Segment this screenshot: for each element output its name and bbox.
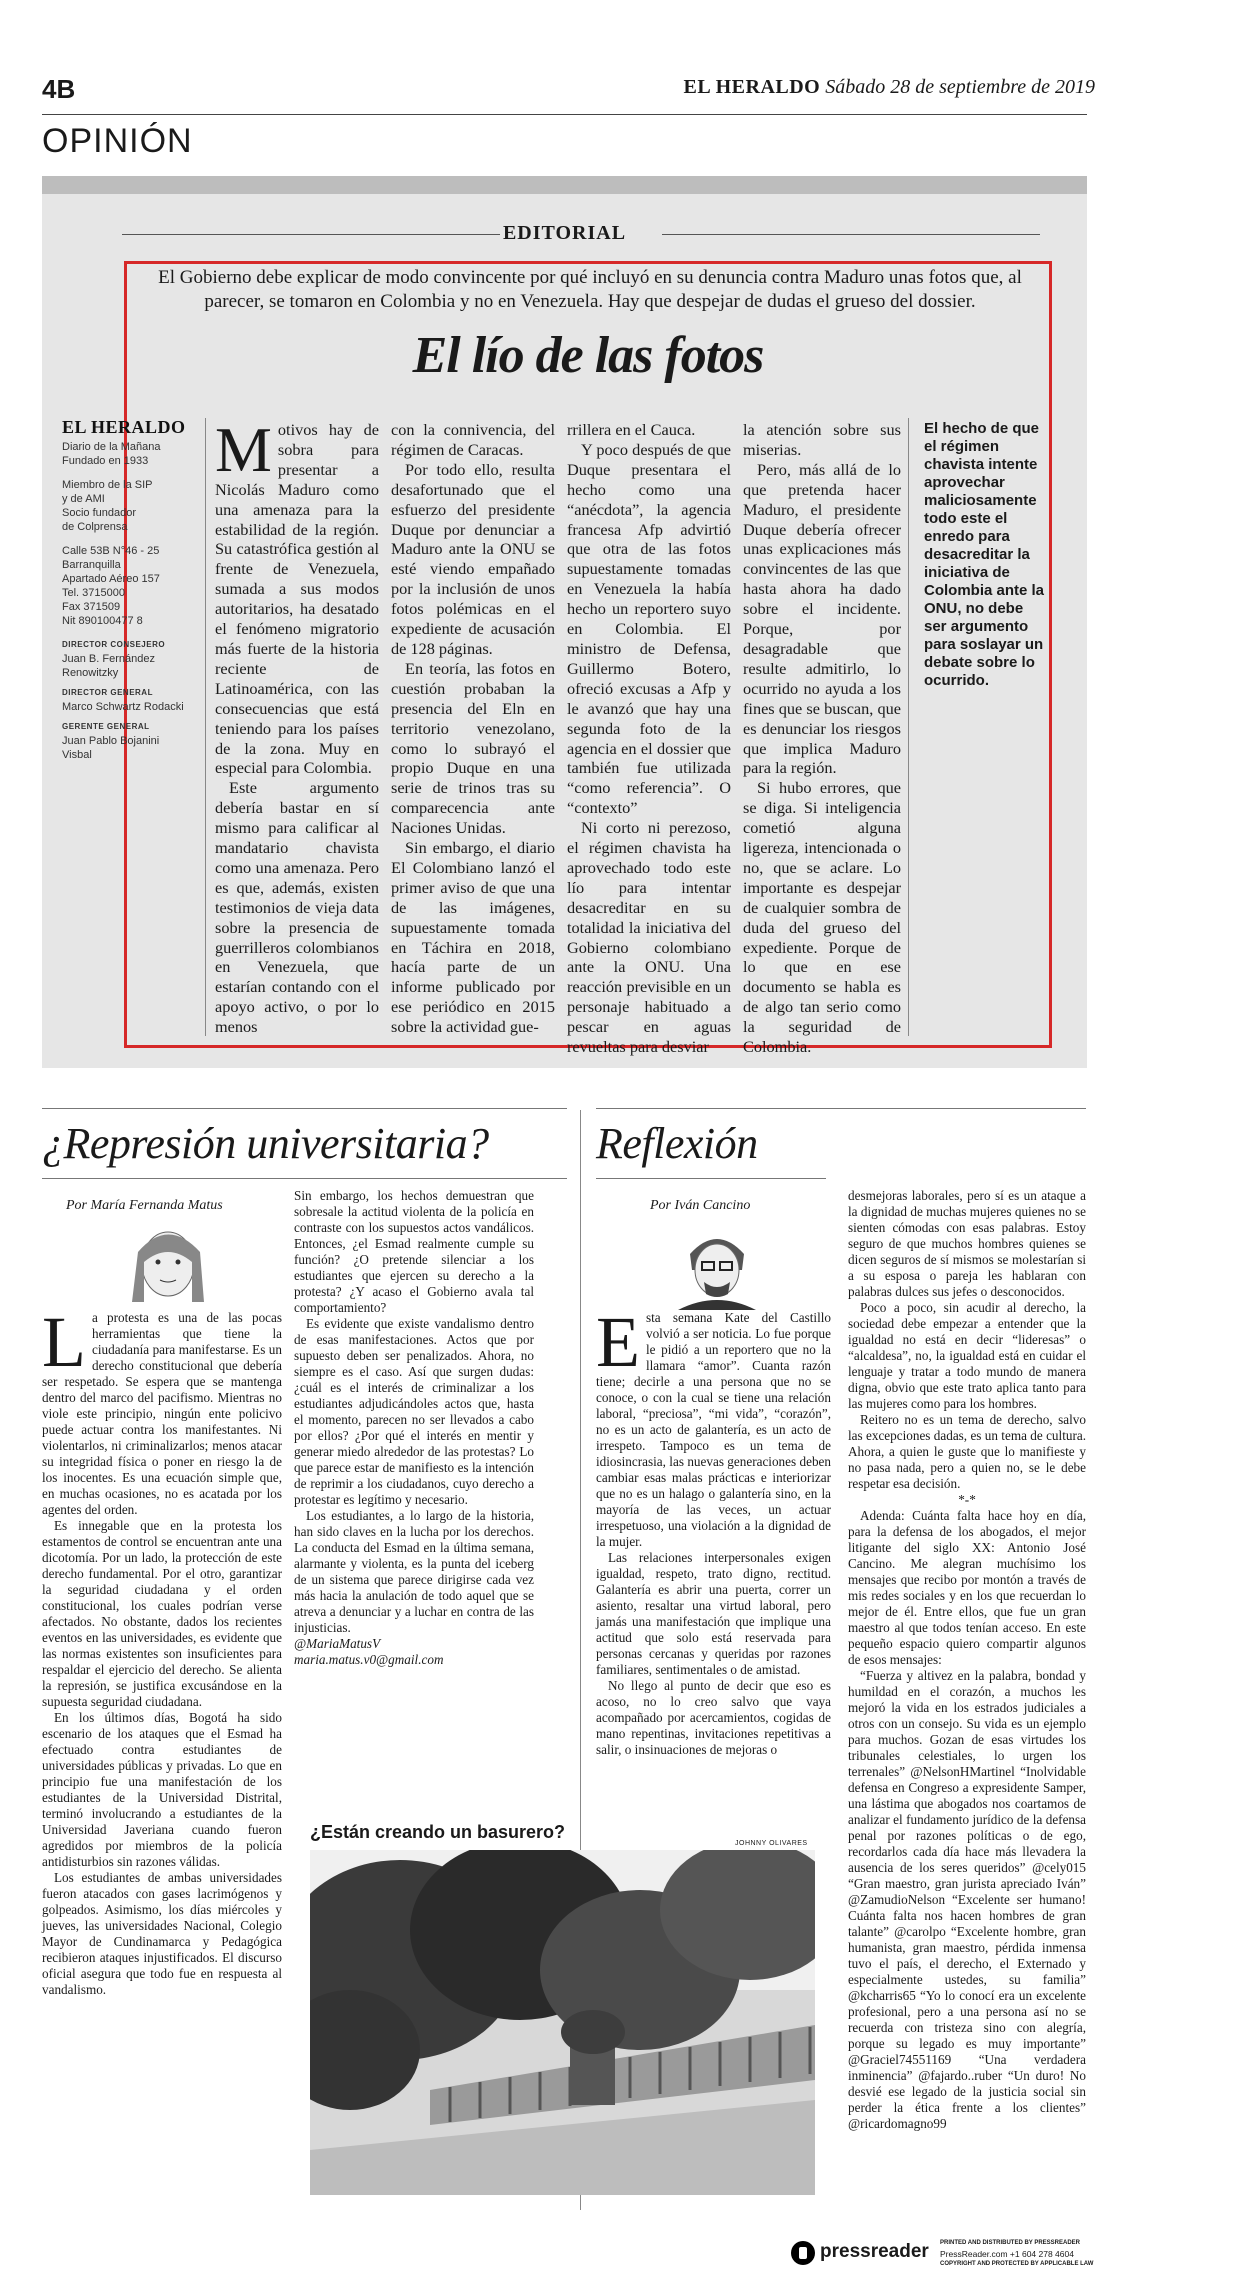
dropcap: E: [596, 1302, 640, 1382]
section-bar: [42, 176, 1087, 194]
editorial-column-3: [567, 420, 731, 1057]
staff-address: Calle 53B N°46 - 25: [62, 545, 160, 557]
author-email: maria.matus.v0@gmail.com: [294, 1652, 444, 1667]
pressreader-badge: [790, 2238, 1094, 2274]
paragraph: otivos hay de sobra para presentar a Nicolás Maduro como una amenaza para la estabilidad de la región. Su catastrófica gestión al frente de Venezuela, sumada a sus modos autoritarios, ha desatado el fenómeno migratorio más fuerte de la historia reciente de Latinoamérica, con las consecuencias que está teniendo para los países de la zona. Muy en especial para Colombia.: [215, 420, 379, 778]
staff-line: Miembro de la SIP: [62, 479, 153, 491]
staff-box: [62, 417, 192, 762]
paragraph: Este argumento debería bastar en sí mismo para calificar al mandatario chavista como una amenaza. Pero es que, además, existen testimonios de vieja data sobre la presencia de guerrilleros colombianos en Venezuela, que estarían contando con el apoyo activo, o por lo menos: [215, 778, 379, 1037]
footer-line: COPYRIGHT AND PROTECTED BY APPLICABLE LAW: [940, 2261, 1094, 2267]
photo-credit: JOHNNY OLIVARES: [735, 1840, 808, 1847]
photo-title: ¿Están creando un basurero?: [310, 1822, 566, 1842]
page-number: 4B: [42, 74, 76, 104]
editorial-label: EDITORIAL: [502, 222, 627, 244]
article-column: [848, 1188, 1086, 2132]
paper-logo: EL HERALDO: [62, 417, 186, 437]
author-portrait: [108, 1222, 228, 1302]
paragraph: a protesta es una de las pocas herramientas que tiene la ciudadanía para manifestarse. Es un derecho constitucional que debería ser respetado. Se espera que se mantenga dentro del marco del pacifismo. Mientras no viole este principio, ningún ente policivo puede actuar contra los manifestantes. Ni violentarlos, ni criminalizarlos; menos atacar su integridad física o poner en riesgo la de los inocentes. Es una ecuación simple que, en muchas ocasiones, no es acatada por los agentes del orden.: [42, 1310, 282, 1517]
footer-line: PressReader.com +1 604 278 4604: [940, 2249, 1074, 2259]
paragraph: con la connivencia, del régimen de Caracas.: [391, 420, 555, 459]
pressreader-brand: pressreader: [820, 2241, 929, 2262]
paper-name: EL HERALDO: [683, 76, 821, 98]
column-rule: [205, 418, 206, 1036]
staff-address: Tel. 3715000: [62, 587, 125, 599]
staff-name: Marco Schwartz Rodacki: [62, 701, 184, 713]
article-column: [42, 1302, 282, 1998]
paragraph: Adenda: Cuánta falta hace hoy en día, para la defensa de los abogados, el mejor litigante del siglo XX: Antonio José Cancino. Me alegran muchísimo los mensajes que recibo por montón a través de mis redes sociales y en los que recuerdan lo mejor de él. Entre ellos, que fue un gran maestro al que todos tenían acceso. En este pequeño espacio quiero compartir algunos de esos mensajes:: [848, 1508, 1086, 1667]
news-photo: [310, 1850, 815, 2195]
staff-address: Fax 371509: [62, 601, 121, 613]
paragraph: desmejoras laborales, pero sí es un ataque a la dignidad de muchas mujeres quienes no se sienten cómodas con esas palabras. Estoy seguro de que muchos hombres quienes se dicen seguros de sí mismos se molestarían si a su esposa o pareja les hablaran con palabras dulces sus jefes o desconocidos.: [848, 1188, 1086, 1299]
header-rule: [42, 114, 1087, 115]
paragraph: Los estudiantes, a lo largo de la historia, han sido claves en la lucha por los derechos. La conducta del Esmad en la última semana, alarmante y violenta, es la punta del iceberg de un sistema que parece dirigirse cada vez más hacia la anulación de todo aquel que se atreva a denunciar y a luchar en contra de las injusticias.: [294, 1508, 534, 1635]
paragraph: Las relaciones interpersonales exigen igualdad, respeto, trato digno, rectitud. Galantería es abrir una puerta, correr un asiento, resaltar una virtud laboral, pero jamás una manifestación que implique una actitud que solo está reservada para personas cercanas y queridas por razones familiares, sentimentales o de amistad.: [596, 1550, 831, 1677]
column-title: Reflexión: [596, 1119, 758, 1168]
section-rule: [42, 1178, 567, 1179]
paragraph: rrillera en el Cauca.: [567, 420, 696, 439]
paragraph: la atención sobre sus miserias.: [743, 420, 901, 459]
article-column: [294, 1188, 534, 1668]
paragraph: No llego al punto de decir que eso es acoso, no lo creo salvo que vaya acompañado por acercamientos, cogidas de mano repentinas, invitaciones repetitivas a salir, o insinuaciones de mejoras o: [596, 1678, 831, 1757]
paragraph: Sin embargo, el diario El Colombiano lanzó el primer aviso de que una de las imágenes, supuestamente tomada en Táchira en 2018, hacía parte de un informe publicado por ese periódico en 2015 sobre la actividad gue-: [391, 838, 555, 1037]
paragraph: Por todo ello, resulta desafortunado que el esfuerzo del presidente Duque por denunciar a Maduro ante la ONU se esté viendo empañado por la inclusión de unos fotos polémicas en el expediente de acusación de 128 páginas.: [391, 459, 555, 658]
byline: Por María Fernanda Matus: [66, 1198, 223, 1213]
editorial-headline: El lío de las fotos: [412, 327, 764, 384]
editorial-column-1: [215, 414, 379, 1037]
staff-address: Apartado Aéreo 157: [62, 573, 160, 585]
section-rule: [596, 1108, 1086, 1109]
paragraph: Ni corto ni perezoso, el régimen chavista ha aprovechado todo este lío para intentar desacreditar en su totalidad la iniciativa del Gobierno colombiano ante la ONU. Una reacción previsible en un personaje habituado a pescar en aguas revueltas para desviar: [567, 818, 731, 1057]
author-handle: @MariaMatusV: [294, 1636, 381, 1651]
staff-line: y de AMI: [62, 493, 105, 505]
issue-date: Sábado 28 de septiembre de 2019: [825, 76, 1095, 98]
paragraph: En los últimos días, Bogotá ha sido escenario de los ataques que el Esmad ha efectuado contra estudiantes de universidades públicas y privadas. Lo que en principio fue una manifestación de los estudiantes de la Universidad Distrital, terminó involucrando a estudiantes de la Universidad Javeriana cuando fueron agredidos por miembros de la policía antidisturbios sin razones válidas.: [42, 1710, 282, 1869]
staff-address: Nit 890100477 8: [62, 615, 143, 627]
staff-line: Diario de la Mañana: [62, 441, 161, 453]
staff-address: Barranquilla: [62, 559, 121, 571]
section-rule: [42, 1108, 567, 1109]
paragraph: Es innegable que en la protesta los estamentos de control se encuentran ante una dicotomía. Por un lado, la protección de este derecho fundamental. Por el otro, garantizar la seguridad ciudadana y el orden constitucional, los cuales podrían verse afectados. No obstante, dados los recientes eventos en las universidades, es evidente que las normas existentes son insuficientes para respaldar el ejercicio del derecho. Se alienta la represión, se justifica excusándose en la supuesta seguridad ciudadana.: [42, 1518, 282, 1709]
paragraph: Reitero no es un tema de derecho, salvo las excepciones dadas, es un tema de cultura. Ahora, a quien le guste que lo manifieste y no pasa nada, pero a quien no, se le debe respetar esa decisión.: [848, 1412, 1086, 1491]
paragraph: Es evidente que existe vandalismo dentro de esas manifestaciones. Actos que por supuesto deben ser penalizados. Ahora, no siempre es el caso. Así que surgen dudas: ¿cuál es el interés de criminalizar a los estudiantes adjudicándoles actos que, hasta el momento, parecen no ser llevados a cabo por ellos? ¿Por qué el interés en mentir y generar miedo alrededor de las protestas? Lo que parece estar de manifiesto es la intención de reprimir a los ciudadanos, cuyo derecho a protestar es legítimo y necesario.: [294, 1316, 534, 1507]
photo-scene: [310, 1850, 815, 2195]
section-rule: [596, 1178, 826, 1179]
column-title: ¿Represión universitaria?: [42, 1119, 489, 1168]
separator: *-*: [958, 1492, 976, 1507]
pull-quote: El hecho de que el régimen chavista intente aprovechar maliciosamente todo este el enredo para desacreditar la iniciativa de Colombia ante la ONU, no debe ser argumento para soslayar un debate sobre lo ocurrido.: [924, 420, 1045, 689]
author-portrait: [672, 1220, 762, 1310]
column-rule: [908, 418, 909, 1036]
article-column: [596, 1302, 831, 1758]
paragraph: Si hubo errores, que se diga. Si inteligencia cometió alguna ligereza, intencionada o no, que se aclare. Lo importante es despejar de cualquier sombra de duda del grueso del expediente. Porque de lo que en ese documento se habla es de algo tan serio como la seguridad de Colombia.: [743, 778, 901, 1057]
byline: Por Iván Cancino: [650, 1198, 751, 1213]
dropcap: L: [42, 1302, 86, 1382]
paragraph: Y poco después de que Duque presentara el hecho como una “anécdota”, la agencia francesa Afp advirtió que otra de las fotos supuestamente tomadas en Venezuela la había hecho un reportero suyo en Colombia. El ministro de Defensa, Guillermo Botero, ofreció excusas a Afp y le avanzó que hay una segunda foto de la agencia en el dossier que también fue utilizada “como referencia”. O “contexto”: [567, 439, 731, 818]
paragraph: “Fuerza y altivez en la palabra, bondad y humildad en el corazón, a muchos les mejoró la vida en los estrados judiciales a otros con un consejo. Su vida es un ejemplo para muchos. Gozan de esas virtudes los tribunales celestiales, lo urgen los terrenales” @NelsonHMartinel “Inolvidable defensa en Congreso a expresidente Samper, una lástima que abogados nos coartamos de analizar el fundamento jurídico de la defensa penal por razones políticas o de ego, recordarlos cada día hace más llevadera la ausencia de los seres queridos” @cely015 “Gran maestro, gran jurista apreciado Iván” @ZamudioNelson “Excelente ser humano! Cuánta falta nos hacen hombres de gran talante” @carolpo “Excelente hombre, gran humanista, gran maestro, pérdida inmensa tuvo el país, el derecho, el Externado y especialmente ustedes, su familia” @kcharris65 “Yo lo conocí era un excelente profesional, pero a una persona así no se recuerda con tristeza sino con alegría, porque su legado es muy importante” @Graciel74551169 “Una verdadera inminencia” @fajardo..ruber “Un duro! No desvié ese legado de la justicia social sin perder la ética frente a los clientes” @ricardomagno99: [848, 1668, 1086, 2131]
editorial-column-2: [391, 420, 555, 1037]
paragraph: Los estudiantes de ambas universidades fueron atacados con gases lacrimógenos y golpeados. Asimismo, los días miércoles y jueves, las universidades Nacional, Colegio Mayor de Cundinamarca y Pedagógica recibieron ataques injustificados. El discurso oficial asegura que todo fue en respuesta al vandalismo.: [42, 1870, 282, 1997]
staff-name: Juan B. Fernández Renowitzky: [62, 653, 155, 679]
staff-line: Socio fundador: [62, 507, 136, 519]
dropcap: M: [215, 414, 272, 485]
paragraph: Poco a poco, sin acudir al derecho, la sociedad debe empezar a entender que la igualdad no está en decir “lideresas” o “alcaldesa”, no, la igualdad está en cuidar el lenguaje y tratar a todo mundo de manera digna, obvio que este trato aplica tanto para las mujeres como para los hombres.: [848, 1300, 1086, 1411]
editorial-column-4: [743, 420, 901, 1057]
staff-role: DIRECTOR GENERAL: [62, 688, 153, 697]
staff-role: GERENTE GENERAL: [62, 722, 150, 731]
paragraph: Pero, más allá de lo que pretenda hacer Maduro, el presidente Duque debería ofrecer unas explicaciones más convincentes de las que hasta ahora ha dado sobre el incidente. Porque, por desagradable que resulte admitirlo, lo ocurrido no ayuda a los fines que se buscan, que es denunciar los riesgos que implica Maduro para la región.: [743, 459, 901, 778]
paragraph: Sin embargo, los hechos demuestran que sobresale la actitud violenta de la policía en contraste con los supuestos actos vandálicos. Entonces, ¿el Esmad realmente cumple su función? ¿O pretende silenciar a los estudiantes que ejercen su derecho a la protesta? ¿Y acaso el Gobierno avala tal comportamiento?: [294, 1188, 534, 1315]
staff-role: DIRECTOR CONSEJERO: [62, 640, 166, 649]
staff-line: Fundado en 1933: [62, 455, 149, 467]
section-title: OPINIÓN: [42, 122, 193, 160]
staff-line: de Colprensa: [62, 521, 128, 533]
paragraph: En teoría, las fotos en cuestión probaban la presencia del Eln en territorio venezolano, como lo subrayó el propio Duque en una serie de trinos tras su comparecencia ante Naciones Unidas.: [391, 658, 555, 838]
staff-name: Juan Pablo Bojanini Visbal: [62, 735, 160, 761]
masthead: [684, 76, 1095, 99]
footer-line: PRINTED AND DISTRIBUTED BY PRESSREADER: [940, 2240, 1081, 2246]
paragraph: sta semana Kate del Castillo volvió a ser noticia. Lo fue porque le pidió a un reportero que no la llamara “amor”. Cuanta razón tiene; decirle a una persona que no se conoce, o con la cual se tiene una relación laboral, “preciosa”, “mi vida”, “corazón”, no es un acto de galantería, es un acto de irrespeto. Tampoco es un tema de idiosincrasia, las nuevas generaciones deben cambiar esas malas prácticas e interiorizar que no es un halago o galantería sino, en la mayoría de las veces, un actuar irrespetuoso, una violación a la dignidad de la mujer.: [596, 1310, 831, 1549]
editorial-deck: El Gobierno debe explicar de modo convincente por qué incluyó en su denuncia contra Maduro unas fotos que, al parecer, se tomaron en Colombia y no en Venezuela. Hay que despejar de dudas el grueso del dossier.: [158, 267, 1022, 312]
pressreader-logo-icon: [790, 2240, 816, 2266]
